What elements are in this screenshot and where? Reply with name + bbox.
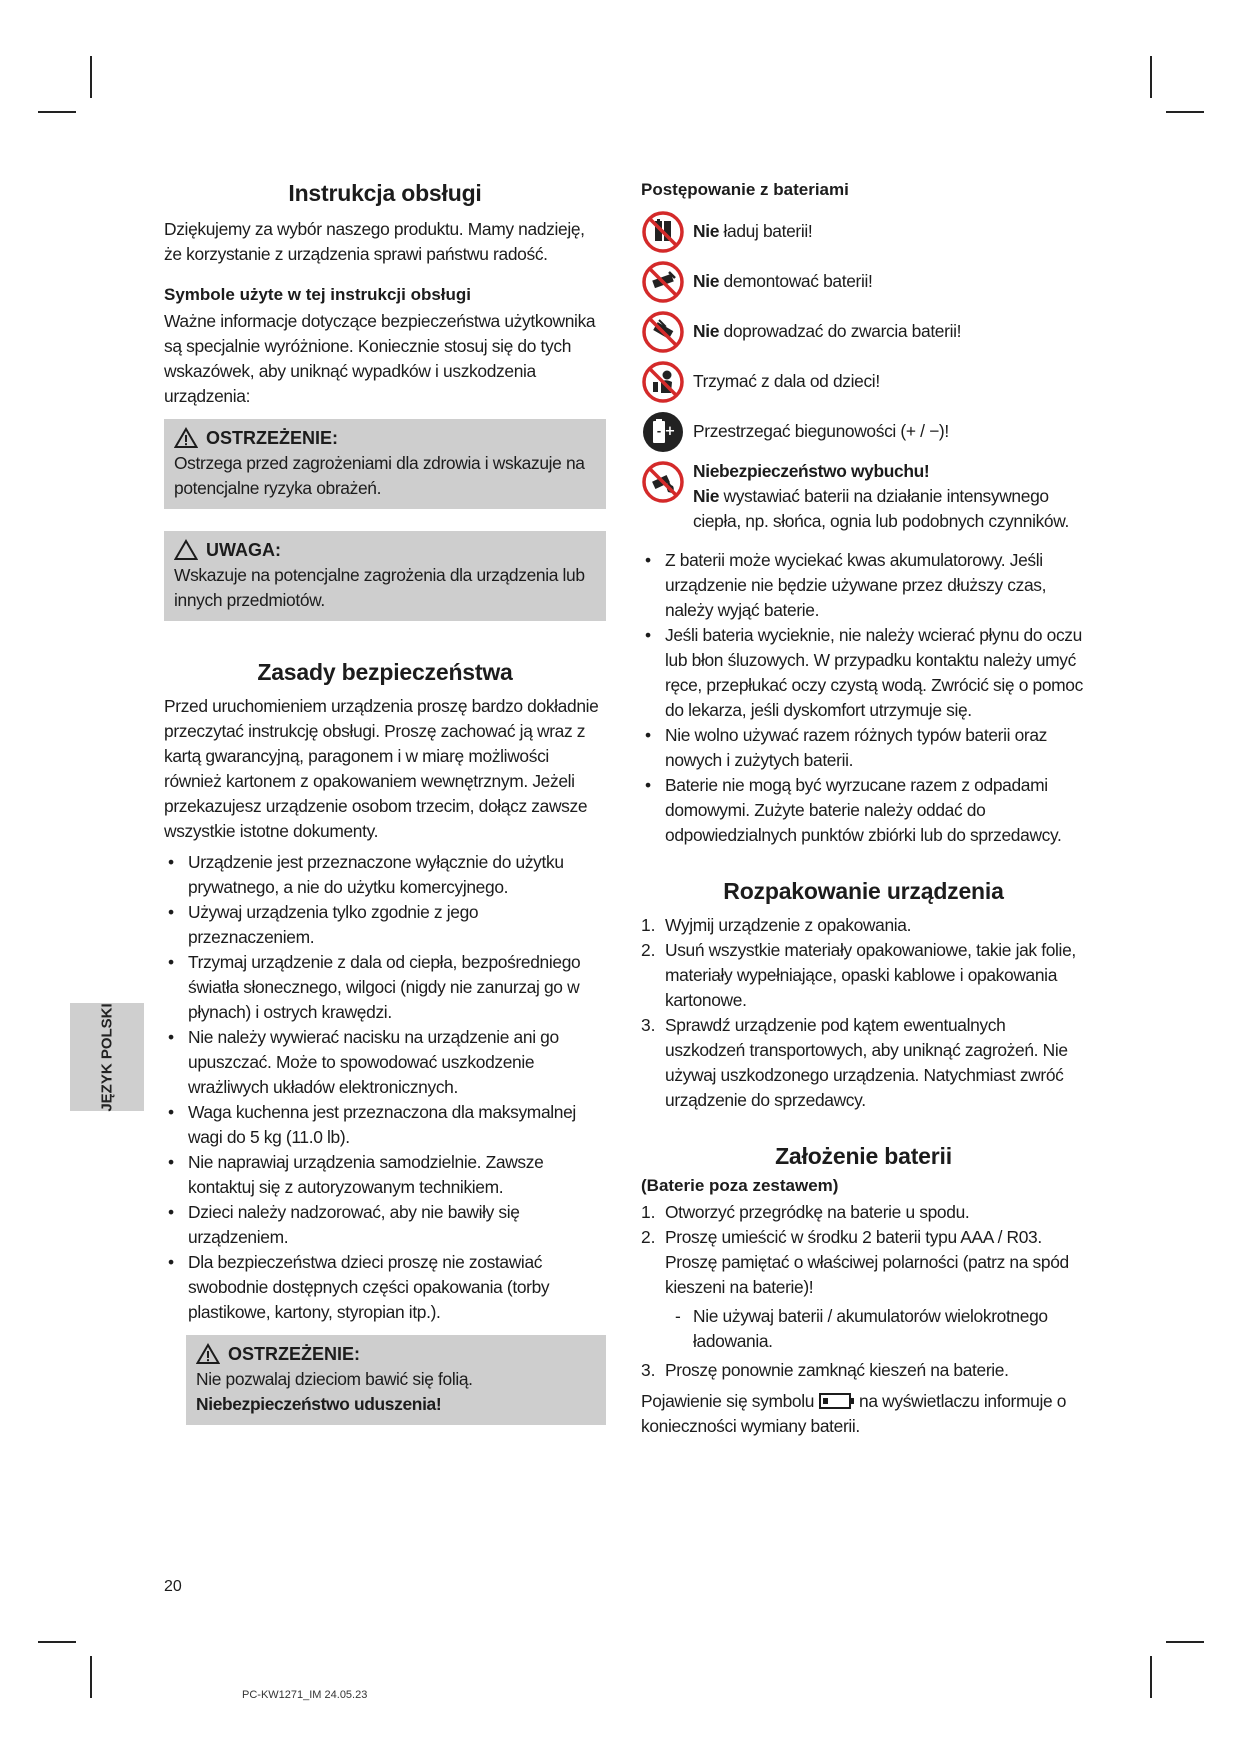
explosion-title: Niebezpieczeństwo wybuchu! (693, 461, 930, 481)
battery-rule-row (641, 260, 1086, 304)
install-title: Założenie baterii (775, 1143, 952, 1169)
low-battery-note: Pojawienie się symbolu na wyświetlaczu informuje o konieczności wymiany baterii. (641, 1391, 1067, 1436)
intro-text: Dziękujemy za wybór naszego produktu. Mamy nadzieję, że korzystanie z urządzenia sprawi państwu radość. (164, 219, 585, 264)
list-item: • Baterie nie mogą być wyrzucane razem z odpadami domowymi. Zużyte baterie należy oddać do odpowiedzialnych punktów zbiórki lub do sprzedawcy. (641, 773, 1086, 848)
right-column (641, 180, 1086, 1439)
crop-mark (1150, 1656, 1152, 1698)
footer-code: PC-KW1271_IM 24.05.23 (242, 1689, 368, 1701)
list-item: 1. Wyjmij urządzenie z opakowania. (641, 915, 912, 935)
crop-mark (1150, 56, 1152, 98)
list-item: • Dzieci należy nadzorować, aby nie bawiły się urządzeniem. (164, 1200, 606, 1250)
list-item: • Jeśli bateria wycieknie, nie należy wcierać płynu do oczu lub błon śluzowych. W przypadku kontaktu należy umyć ręce, przepłukać oczy czystą wodą. Zwrócić się o pomoc do lekarza, jeśli dyskomfort utrzymuje się. (641, 623, 1086, 723)
suffocation-warning-box (186, 1335, 606, 1425)
list-item: • Nie naprawiaj urządzenia samodzielnie. Zawsze kontaktuj się z autoryzowanym technikiem. (164, 1150, 606, 1200)
install-list (641, 1200, 1086, 1383)
explosion-text: Nie wystawiać baterii na działanie intensywnego ciepła, np. słońca, ognia lub podobnych czynników. (693, 486, 1069, 531)
battery-rule-row (641, 210, 1086, 254)
safety-intro: Przed uruchomieniem urządzenia proszę bardzo dokładnie przeczytać instrukcję obsługi. Proszę zachować ją wraz z kartą gwarancyjną, paragonem i w miarę możliwości również kartonem z opakowaniem wewnętrznym. Jeżeli przekazujesz urządzenie osobom trzecim, dołącz zawsze wszystkie istotne dokumenty. (164, 696, 599, 841)
low-battery-icon (819, 1393, 855, 1409)
left-column (164, 180, 606, 1425)
no-charge-icon (641, 210, 685, 254)
install-subtitle: (Baterie poza zestawem) (641, 1176, 839, 1195)
warning-triangle-icon (174, 427, 198, 449)
install-dash-note: - Nie używaj baterii / akumulatorów wielokrotnego ładowania. (675, 1306, 1048, 1351)
list-item: • Urządzenie jest przeznaczone wyłącznie do użytku prywatnego, a nie do użytku komercyjnego. (164, 850, 606, 900)
caution-box-title (174, 539, 596, 561)
list-item: • Waga kuchenna jest przeznaczona dla maksymalnej wagi do 5 kg (11.0 lb). (164, 1100, 606, 1150)
symbols-heading: Symbole użyte w tej instrukcji obsługi (164, 285, 472, 304)
language-label: JĘZYK POLSKI (98, 1002, 116, 1112)
suffocation-warning-label: OSTRZEŻENIE: (228, 1343, 361, 1364)
warning-box-title (174, 427, 596, 449)
crop-mark (90, 1656, 92, 1698)
language-side-tab (70, 1003, 144, 1111)
unpack-list (641, 913, 1086, 1113)
crop-mark (38, 1641, 76, 1643)
no-disassemble-icon (641, 260, 685, 304)
suffocation-warning-title (196, 1343, 596, 1365)
battery-rule-text: Nie ładuj baterii! (693, 221, 813, 241)
caution-text: Wskazuje na potencjalne zagrożenia dla urządzenia lub innych przedmiotów. (174, 565, 585, 610)
battery-rule-text: Przestrzegać biegunowości (+ / −)! (693, 421, 949, 441)
symbols-text: Ważne informacje dotyczące bezpieczeństwa użytkownika są specjalnie wyróżnione. Koniecznie stosuj się do tych wskazówek, aby uniknąć wypadków i uszkodzenia urządzenia: (164, 311, 596, 406)
list-item: • Dla bezpieczeństwa dzieci proszę nie zostawiać swobodnie dostępnych części opakowania (torby plastikowe, kartony, styropian itp.). (164, 1250, 606, 1325)
list-item: 2. Proszę umieścić w środku 2 baterii typu AAA / R03. Proszę pamiętać o właściwej polarności (patrz na spód kieszeni na baterie)! - Nie używaj baterii / akumulatorów wielokrotnego ładowania. (641, 1225, 1086, 1354)
list-item: • Nie należy wywierać nacisku na urządzenie ani go upuszczać. Może to spowodować uszkodzenie wrażliwych układów elektronicznych. (164, 1025, 606, 1100)
svg-text:+: + (664, 424, 676, 439)
polarity-icon (641, 410, 685, 454)
crop-mark (38, 111, 76, 113)
safety-title: Zasady bezpieczeństwa (257, 659, 513, 685)
no-fire-icon (641, 460, 685, 504)
battery-rule-row (641, 360, 1086, 404)
page-number: 20 (164, 1578, 182, 1595)
crop-mark (1166, 1641, 1204, 1643)
warning-triangle-icon (196, 1343, 220, 1365)
battery-rule-row (641, 310, 1086, 354)
caution-label: UWAGA: (206, 539, 281, 560)
svg-text:-: - (656, 425, 662, 438)
battery-rule-text: Trzymać z dala od dzieci! (693, 371, 880, 391)
list-item: 1. Otworzyć przegródkę na baterie u spodu. (641, 1202, 970, 1222)
caution-box (164, 531, 606, 621)
warning-text: Ostrzega przed zagrożeniami dla zdrowia i wskazuje na potencjalne ryzyka obrażeń. (174, 453, 585, 498)
battery-rule-text: Nie doprowadzać do zwarcia baterii! (693, 321, 962, 341)
explosion-warning (693, 459, 1086, 534)
unpack-title: Rozpakowanie urządzenia (723, 878, 1004, 904)
no-short-circuit-icon (641, 310, 685, 354)
list-item: • Używaj urządzenia tylko zgodnie z jego przeznaczeniem. (164, 900, 606, 950)
caution-triangle-icon (174, 539, 198, 561)
battery-list (641, 548, 1086, 848)
manual-title: Instrukcja obsługi (288, 180, 482, 206)
battery-rule-row (641, 460, 1086, 534)
keep-from-children-icon (641, 360, 685, 404)
warning-label: OSTRZEŻENIE: (206, 427, 339, 448)
crop-mark (90, 56, 92, 98)
suffocation-warning-text: Nie pozwalaj dzieciom bawić się folią. Niebezpieczeństwo uduszenia! (196, 1369, 473, 1414)
battery-rule-text: Nie demontować baterii! (693, 271, 873, 291)
list-item: 2. Usuń wszystkie materiały opakowaniowe, takie jak folie, materiały wypełniające, opaski kablowe i opakowania kartonowe. (641, 940, 1076, 1010)
list-item: • Z baterii może wyciekać kwas akumulatorowy. Jeśli urządzenie nie będzie używane przez dłuższy czas, należy wyjąć baterie. (641, 548, 1086, 623)
safety-list (164, 850, 606, 1325)
list-item: 3. Proszę ponownie zamknąć kieszeń na baterie. (641, 1360, 1009, 1380)
list-item: • Trzymaj urządzenie z dala od ciepła, bezpośredniego światła słonecznego, wilgoci (nigdy nie zanurzaj go w płynach) i ostrych krawędzi. (164, 950, 606, 1025)
battery-heading: Postępowanie z bateriami (641, 180, 849, 199)
battery-rule-row (641, 410, 1086, 454)
list-item: 3. Sprawdź urządzenie pod kątem ewentualnych uszkodzeń transportowych, aby uniknąć zagrożeń. Nie używaj uszkodzonego urządzenia. Natychmiast zwróć urządzenie do sprzedawcy. (641, 1015, 1068, 1110)
crop-mark (1166, 111, 1204, 113)
list-item: • Nie wolno używać razem różnych typów baterii oraz nowych i zużytych baterii. (641, 723, 1086, 773)
warning-box (164, 419, 606, 509)
